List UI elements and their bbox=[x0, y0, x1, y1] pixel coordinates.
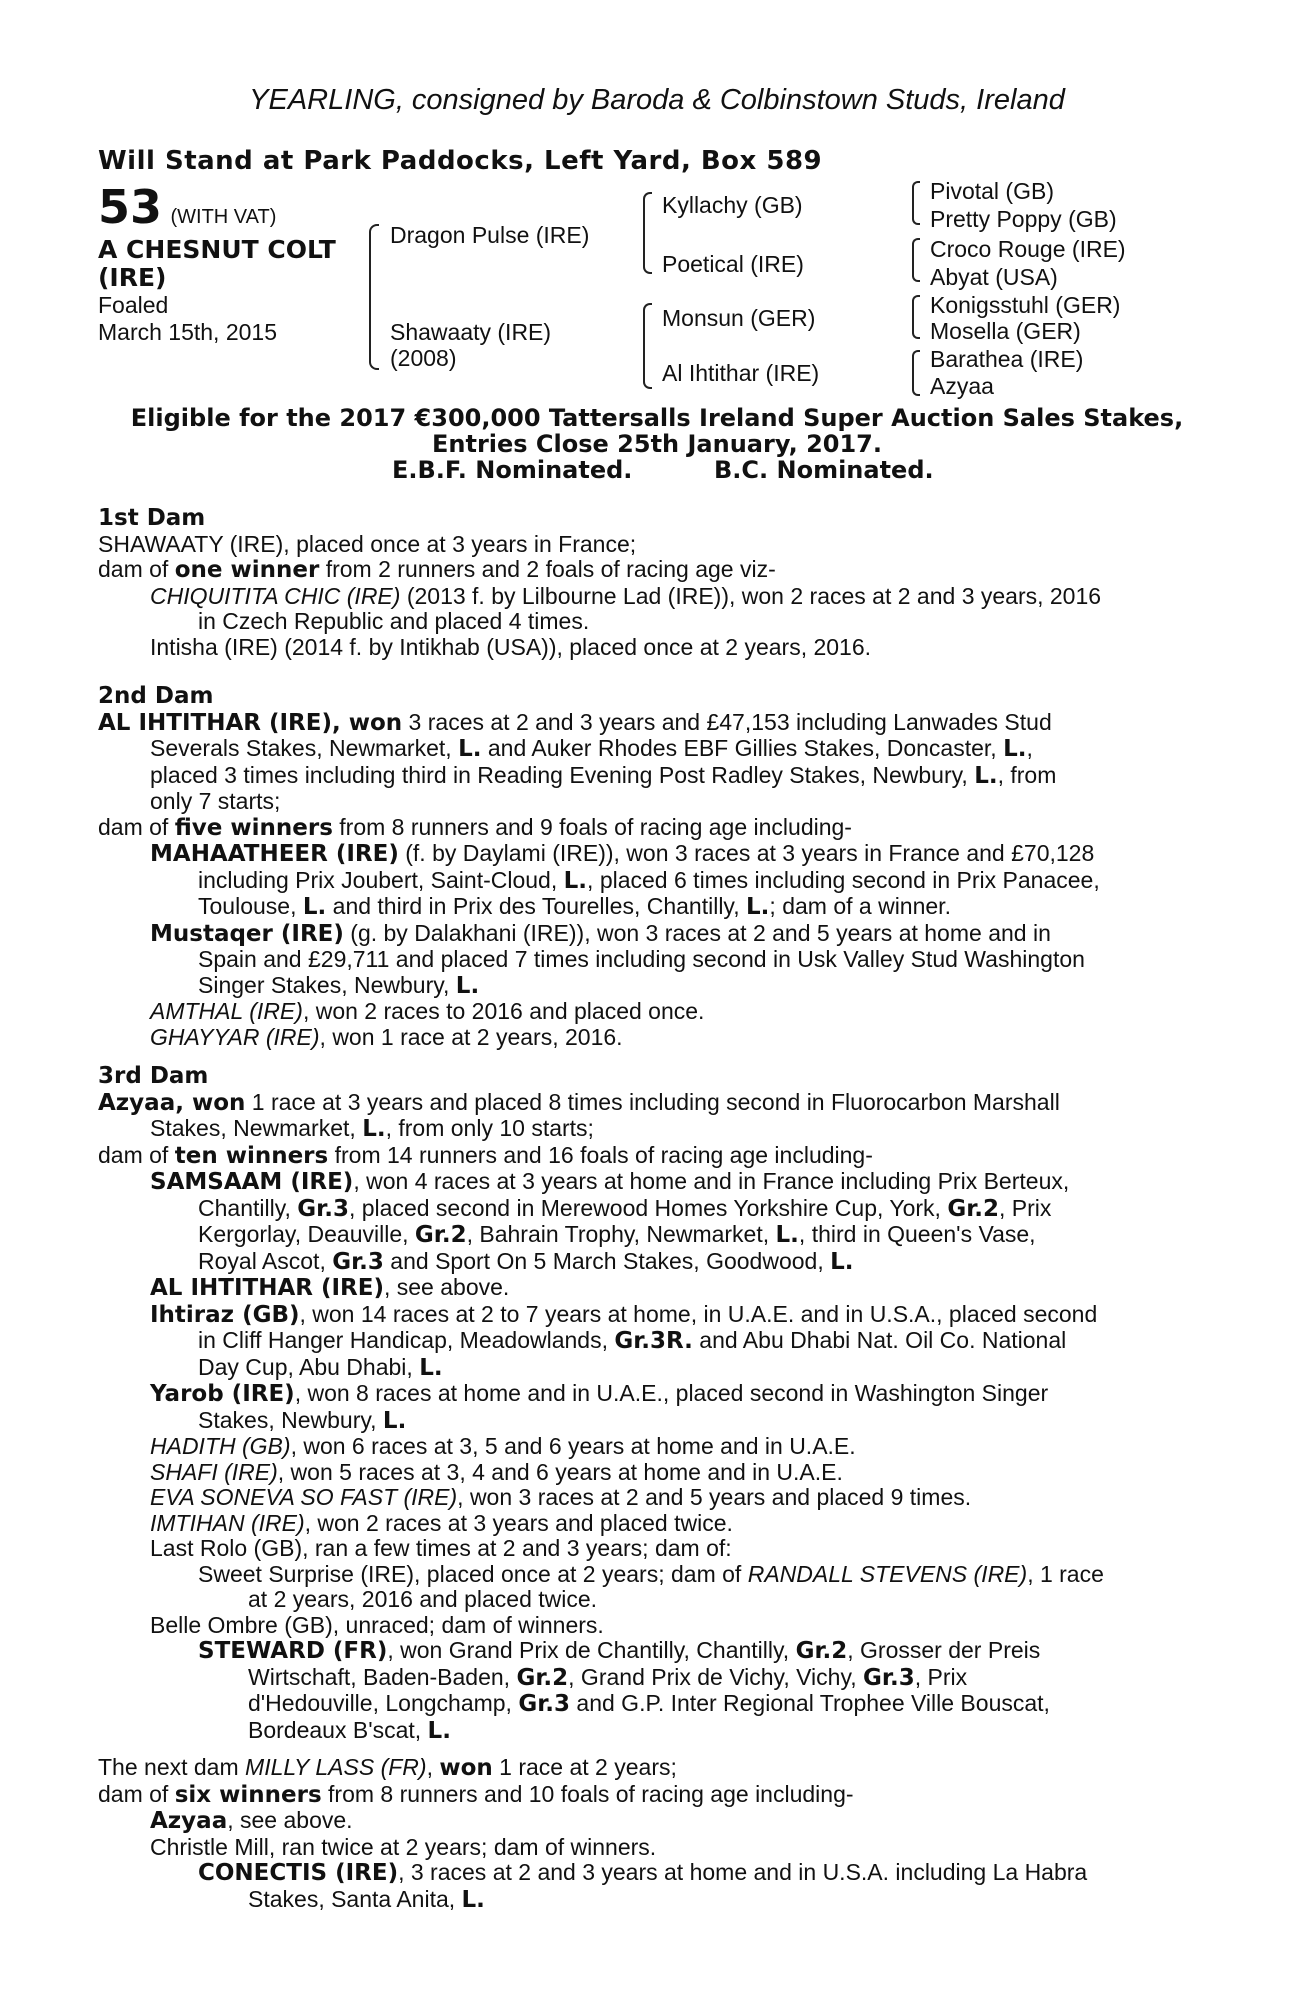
produce-ghayyar: GHAYYAR (IRE), won 1 race at 2 years, 2016. bbox=[150, 1023, 623, 1050]
first-dam-line: SHAWAATY (IRE), placed once at 3 years in France; bbox=[98, 530, 637, 557]
produce-christle-mill: Christle Mill, ran twice at 2 years; dam of winners. bbox=[150, 1833, 657, 1860]
third-dam-heading: 3rd Dam bbox=[98, 1063, 209, 1089]
lot-number-row bbox=[98, 180, 276, 234]
produce-yarob-2: Stakes, Newbury, L. bbox=[198, 1406, 407, 1434]
produce-shafi: SHAFI (IRE), won 5 races at 3, 4 and 6 years at home and in U.A.E. bbox=[150, 1458, 843, 1485]
produce-ihtiraz: Ihtiraz (GB), won 14 races at 2 to 7 years at home, in U.A.E. and in U.S.A., placed second bbox=[150, 1300, 1098, 1328]
first-dam-heading: 1st Dam bbox=[98, 505, 206, 531]
produce-last-rolo: Last Rolo (GB), ran a few times at 2 and 3 years; dam of: bbox=[150, 1535, 732, 1561]
second-dam-line4: only 7 starts; bbox=[150, 788, 281, 814]
produce-hadith: HADITH (GB), won 6 races at 3, 5 and 6 years at home and in U.A.E. bbox=[150, 1433, 856, 1459]
produce-belle-ombre: Belle Ombre (GB), unraced; dam of winners. bbox=[150, 1611, 604, 1638]
pedigree-sire: Dragon Pulse (IRE) bbox=[390, 222, 590, 248]
pedigree-dds: Barathea (IRE) bbox=[930, 346, 1084, 372]
produce-mahaatheer-2: including Prix Joubert, Saint-Cloud, L., placed 6 times including second in Prix Panacee, bbox=[198, 866, 1100, 894]
next-dam-line: The next dam MILLY LASS (FR), won 1 race at 2 years; bbox=[98, 1754, 677, 1781]
third-dam-line1: Azyaa, won 1 race at 3 years and placed 8 times including second in Fluorocarbon Marshall bbox=[98, 1088, 1060, 1116]
pedigree-brace-g1 bbox=[912, 181, 920, 225]
lot-number: 53 bbox=[98, 180, 163, 234]
second-dam-produce: dam of five winners from 8 runners and 9 foals of racing age including- bbox=[98, 813, 852, 841]
produce-intisha: Intisha (IRE) (2014 f. by Intikhab (USA)), placed once at 2 years, 2016. bbox=[150, 633, 872, 660]
first-dam-produce: dam of one winner from 2 runners and 2 foals of racing age viz- bbox=[98, 556, 776, 583]
produce-mustaqer-3: Singer Stakes, Newbury, L. bbox=[198, 971, 480, 999]
next-dam-produce: dam of six winners from 8 runners and 10 foals of racing age including- bbox=[98, 1780, 854, 1808]
stand-location: Will Stand at Park Paddocks, Left Yard, Box 589 bbox=[98, 146, 823, 176]
produce-samsaam-3: Kergorlay, Deauville, Gr.2, Bahrain Trophy, Newmarket, L., third in Queen's Vase, bbox=[198, 1221, 1036, 1248]
produce-samsaam-2: Chantilly, Gr.3, placed second in Merewood Homes Yorkshire Cup, York, Gr.2, Prix bbox=[198, 1194, 1052, 1222]
produce-azyaa: Azyaa, see above. bbox=[150, 1807, 353, 1834]
produce-samsaam-4: Royal Ascot, Gr.3 and Sport On 5 March Stakes, Goodwood, L. bbox=[198, 1247, 854, 1275]
pedigree-brace-g2 bbox=[912, 238, 920, 282]
produce-mustaqer-2: Spain and £29,711 and placed 7 times including second in Usk Valley Stud Washington bbox=[198, 946, 1085, 972]
pedigree-dam-dam: Al Ihtithar (IRE) bbox=[662, 360, 820, 386]
ebf-nominated: E.B.F. Nominated. bbox=[392, 456, 633, 484]
pedigree-brace-g4 bbox=[912, 350, 920, 396]
pedigree-sire-dam: Poetical (IRE) bbox=[662, 251, 804, 277]
produce-chiquitita: CHIQUITITA CHIC (IRE) (2013 f. by Lilbourne Lad (IRE)), won 2 races at 2 and 3 years, 2016 bbox=[150, 582, 1102, 609]
produce-imtihan: IMTIHAN (IRE), won 2 races at 3 years and placed twice. bbox=[150, 1509, 733, 1536]
produce-amthal: AMTHAL (IRE), won 2 races to 2016 and placed once. bbox=[150, 998, 705, 1024]
pedigree-brace-main bbox=[369, 224, 379, 370]
pedigree-ssd: Pretty Poppy (GB) bbox=[930, 206, 1117, 232]
produce-mahaatheer-3: Toulouse, L. and third in Prix des Tourelles, Chantilly, L.; dam of a winner. bbox=[198, 893, 951, 920]
produce-sweet-surprise: Sweet Surprise (IRE), placed once at 2 years; dam of RANDALL STEVENS (IRE), 1 race bbox=[198, 1560, 1104, 1587]
third-dam-line2: Stakes, Newmarket, L., from only 10 starts; bbox=[150, 1115, 594, 1142]
pedigree-brace-g3 bbox=[912, 295, 920, 339]
next-dam-section bbox=[98, 1755, 1206, 1913]
produce-yarob: Yarob (IRE), won 8 races at home and in U.A.E., placed second in Washington Singer bbox=[150, 1380, 1049, 1407]
second-dam-line3: placed 3 times including third in Reading Evening Post Radley Stakes, Newbury, L., from bbox=[150, 761, 1057, 789]
produce-samsaam: SAMSAAM (IRE), won 4 races at 3 years at home and in France including Prix Berteux, bbox=[150, 1168, 1070, 1195]
pedigree-dam-year: (2008) bbox=[390, 345, 457, 371]
second-dam-section bbox=[98, 684, 1206, 1050]
produce-sweet-surprise-2: at 2 years, 2016 and placed twice. bbox=[248, 1586, 598, 1612]
pedigree-dam: Shawaaty (IRE) bbox=[390, 319, 552, 345]
eligibility-line1: Eligible for the 2017 €300,000 Tattersalls Ireland Super Auction Sales Stakes, bbox=[130, 404, 1184, 432]
lot-name-line1: A CHESNUT COLT bbox=[98, 235, 336, 264]
pedigree-ddd: Azyaa bbox=[930, 373, 994, 399]
produce-al-ihtithar: AL IHTITHAR (IRE), see above. bbox=[150, 1274, 510, 1301]
lot-name-line2: (IRE) bbox=[98, 263, 167, 292]
second-dam-heading: 2nd Dam bbox=[98, 683, 214, 709]
pedigree-sds: Croco Rouge (IRE) bbox=[930, 236, 1126, 262]
produce-mustaqer: Mustaqer (IRE) (g. by Dalakhani (IRE)), won 3 races at 2 and 5 years at home and in bbox=[150, 919, 1051, 947]
produce-steward: STEWARD (FR), won Grand Prix de Chantilly, Chantilly, Gr.2, Grosser der Preis bbox=[198, 1637, 1041, 1664]
third-dam-produce: dam of ten winners from 14 runners and 16 foals of racing age including- bbox=[98, 1141, 873, 1169]
foaled-label: Foaled bbox=[98, 292, 169, 318]
third-dam-section bbox=[98, 1064, 1206, 1744]
pedigree-dam-sire: Monsun (GER) bbox=[662, 305, 816, 331]
produce-mahaatheer: MAHAATHEER (IRE) (f. by Daylami (IRE)), won 3 races at 3 years in France and £70,128 bbox=[150, 840, 1095, 867]
foaled-date: March 15th, 2015 bbox=[98, 319, 278, 345]
pedigree-sire-sire: Kyllachy (GB) bbox=[662, 192, 803, 218]
second-dam-line1: AL IHTITHAR (IRE), won 3 races at 2 and 3 years and £47,153 including Lanwades Stud bbox=[98, 708, 1052, 736]
pedigree-brace-sire bbox=[643, 192, 652, 274]
pedigree-dsd: Mosella (GER) bbox=[930, 318, 1081, 344]
produce-ihtiraz-2: in Cliff Hanger Handicap, Meadowlands, Gr.3R. and Abu Dhabi Nat. Oil Co. National bbox=[198, 1327, 1067, 1354]
produce-conectis-2: Stakes, Santa Anita, L. bbox=[248, 1885, 485, 1913]
eligibility-line2: Entries Close 25th January, 2017. bbox=[432, 430, 882, 458]
produce-eva-soneva: EVA SONEVA SO FAST (IRE), won 3 races at 2 and 5 years and placed 9 times. bbox=[150, 1484, 972, 1510]
first-dam-section bbox=[98, 506, 1206, 660]
page-title: YEARLING, consigned by Baroda & Colbinstown Studs, Ireland bbox=[249, 84, 1065, 116]
vat-note: (WITH VAT) bbox=[170, 206, 277, 228]
pedigree-sss: Pivotal (GB) bbox=[930, 178, 1054, 204]
produce-steward-3: d'Hedouville, Longchamp, Gr.3 and G.P. Inter Regional Trophee Ville Bouscat, bbox=[248, 1690, 1050, 1717]
pedigree-dss: Konigsstuhl (GER) bbox=[930, 292, 1121, 318]
produce-steward-4: Bordeaux B'scat, L. bbox=[248, 1716, 451, 1744]
pedigree-sdd: Abyat (USA) bbox=[930, 264, 1058, 290]
produce-steward-2: Wirtschaft, Baden-Baden, Gr.2, Grand Prix de Vichy, Vichy, Gr.3, Prix bbox=[248, 1663, 968, 1691]
produce-chiquitita-cont: in Czech Republic and placed 4 times. bbox=[198, 608, 590, 634]
pedigree-brace-dam bbox=[643, 303, 652, 389]
bc-nominated: B.C. Nominated. bbox=[714, 456, 934, 484]
produce-conectis: CONECTIS (IRE), 3 races at 2 and 3 years at home and in U.S.A. including La Habra bbox=[198, 1859, 1088, 1886]
produce-ihtiraz-3: Day Cup, Abu Dhabi, L. bbox=[198, 1353, 443, 1381]
second-dam-line2: Severals Stakes, Newmarket, L. and Auker Rhodes EBF Gillies Stakes, Doncaster, L., bbox=[150, 735, 1033, 762]
